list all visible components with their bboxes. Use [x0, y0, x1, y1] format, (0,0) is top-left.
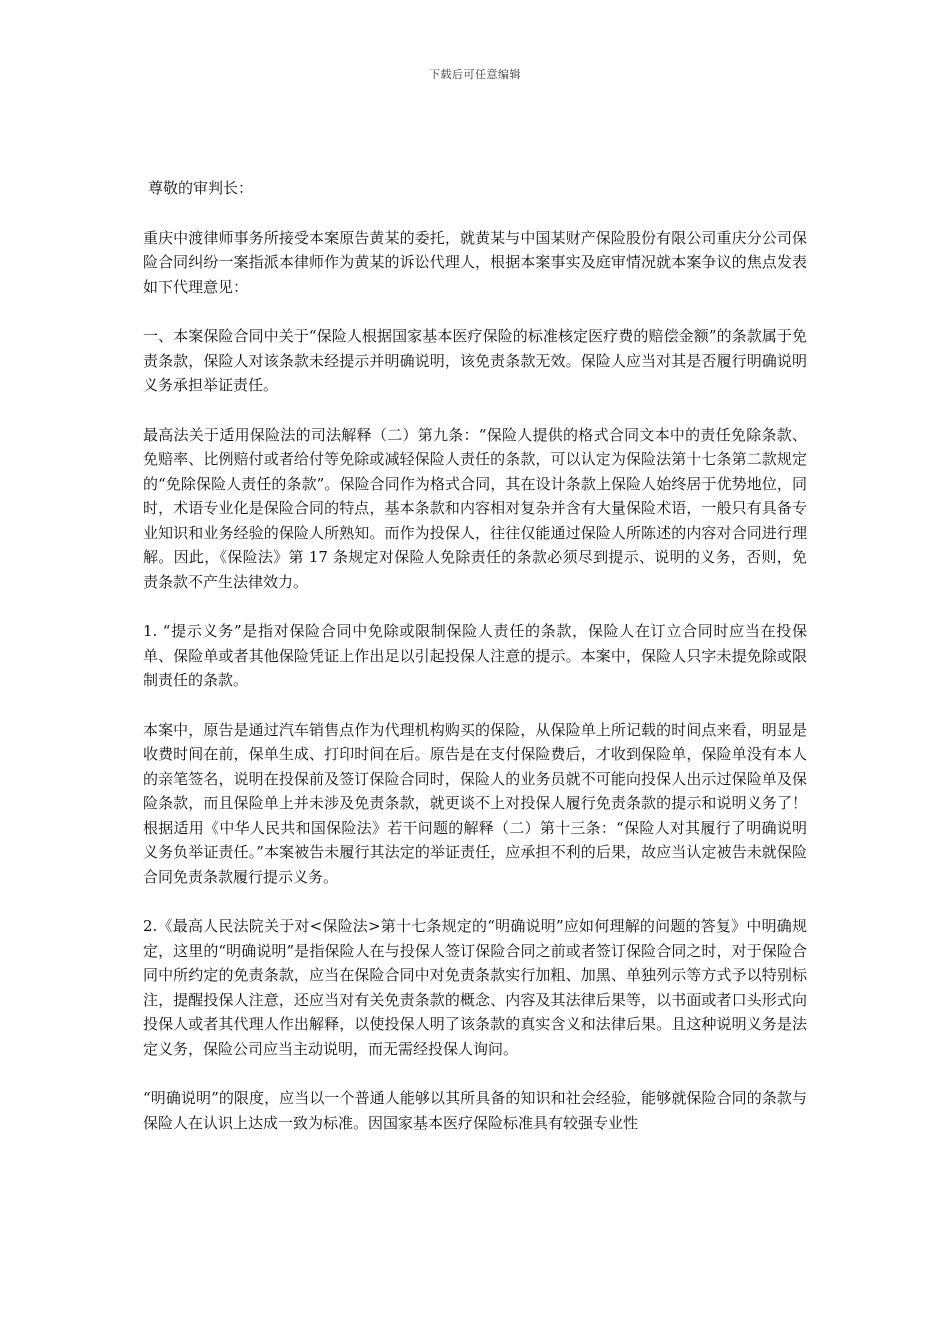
paragraph-intro: 重庆中渡律师事务所接受本案原告黄某的委托，就黄某与中国某财产保险股份有限公司重庆分公司保险合同纠纷一案指派本律师作为黄某的诉讼代理人，根据本案事实及庭审情况就本案争议的焦点发表如下代理意见： — [143, 228, 807, 296]
paragraph-explanation-limit: “明确说明”的限度，应当以一个普通人能够以其所具备的知识和社会经验，能够就保险合同的条款与保险人在认识上达成一致为标准。因国家基本医疗保险标准具有较强专业性 — [143, 1089, 807, 1132]
salutation: 尊敬的审判长： — [148, 179, 254, 197]
paragraph-case-facts: 本案中，原告是通过汽车销售点作为代理机构购买的保险，从保险单上所记载的时间点来看，明显是收费时间在前，保单生成、打印时间在后。原告是在支付保险费后，才收到保险单，保险单没有本人的亲笔签名，说明在投保前及签订保险合同时，保险人的业务员就不可能向投保人出示过保险单及保险条款，而且保险单上并未涉及免责条款，就更谈不上对投保人履行免责条款的提示和说明义务了！根据适用《中华人民共和国保险法》若干问题的解释（二）第十三条：“保险人对其履行了明确说明义务负举证责任。”本案被告未履行其法定的举证责任，应承担不利的后果，故应当认定被告未就保险合同免责条款履行提示义务。 — [143, 720, 807, 886]
paragraph-reminder-duty: 1. “提示义务”是指对保险合同中免除或限制保险人责任的条款，保险人在订立合同时应当在投保单、保险单或者其他保险凭证上作出足以引起投保人注意的提示。本案中，保险人只字未提免除或限制责任的条款。 — [143, 622, 807, 689]
header-note: 下载后可任意编辑 — [429, 68, 521, 81]
document-body — [143, 176, 807, 1160]
paragraph-point-one: 一、本案保险合同中关于“保险人根据国家基本医疗保险的标准核定医疗费的赔偿金额”的条款属于免责条款，保险人对该条款未经提示并明确说明，该免责条款无效。保险人应当对其是否履行明确说明义务承担举证责任。 — [143, 327, 807, 394]
paragraph-explanation-duty: 2.《最高人民法院关于对<保险法>第十七条规定的“明确说明”应如何理解的问题的答复》中明确规定，这里的“明确说明”是指保险人在与投保人签订保险合同之前或者签订保险合同之时，对于保险合同中所约定的免责条款，应当在保险合同中对免责条款实行加粗、加黑、单独列示等方式予以特别标注，提醒投保人注意，还应当对有关免责条款的概念、内容及其法律后果等，以书面或者口头形式向投保人或者其代理人作出解释，以使投保人明了该条款的真实含义和法律后果。且这种说明义务是法定义务，保险公司应当主动说明，而无需经投保人询问。 — [143, 917, 807, 1058]
paragraph-judicial-interpretation: 最高法关于适用保险法的司法解释（二）第九条：“保险人提供的格式合同文本中的责任免除条款、免赔率、比例赔付或者给付等免除或减轻保险人责任的条款，可以认定为保险法第十七条第二款规定的“免除保险人责任的条款”。保险合同作为格式合同，其在设计条款上保险人始终居于优势地位，同时，术语专业化是保险合同的特点，基本条款和内容相对复杂并含有大量保险术语，一般只有具备专业知识和业务经验的保险人所熟知。而作为投保人，往往仅能通过保险人所陈述的内容对合同进行理解。因此，《保险法》第 17 条规定对保险人免除责任的条款必须尽到提示、说明的义务，否则，免责条款不产生法律效力。 — [143, 425, 807, 591]
